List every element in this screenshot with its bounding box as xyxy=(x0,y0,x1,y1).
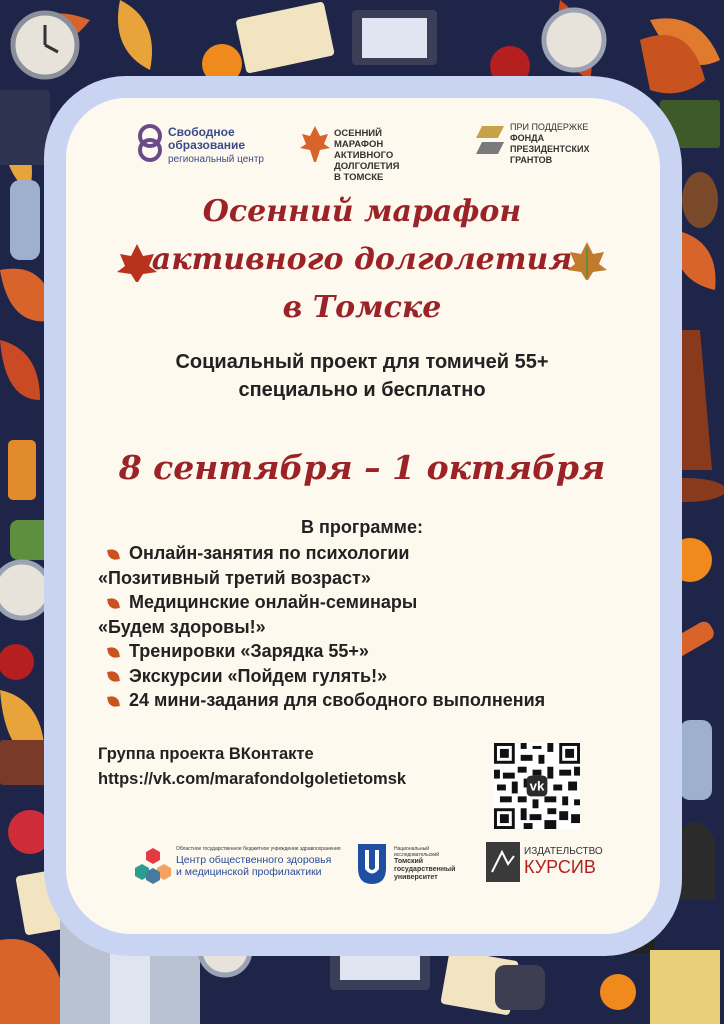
logo-left-line3: региональный центр xyxy=(168,154,264,165)
list-item xyxy=(98,566,638,591)
logo-bottom-left-line1: Центр общественного здоровья xyxy=(176,854,332,866)
logo-middle-line3: В ТОМСКЕ xyxy=(334,172,384,183)
logo-middle-line2: АКТИВНОГО ДОЛГОЛЕТИЯ xyxy=(334,150,400,172)
vk-group-label: Группа проекта ВКонтакте xyxy=(98,745,314,763)
dumbbell-icon xyxy=(8,440,36,500)
logo-kursiv-line1: ИЗДАТЕЛЬСТВО xyxy=(524,846,603,857)
maple-leaf-icon xyxy=(566,240,608,282)
event-dates: 8 сентября – 1 октября xyxy=(118,448,606,487)
logo-tsu-line3: Томский xyxy=(394,858,424,865)
pinecone-icon xyxy=(682,172,718,228)
logo-left-line1: Свободное xyxy=(168,125,235,139)
svg-text:vk: vk xyxy=(529,778,545,794)
bottle-icon xyxy=(680,720,712,800)
vk-group-link[interactable]: https://vk.com/marafondolgoletietomsk xyxy=(98,770,407,788)
logo-tsu-line4: государственный xyxy=(394,866,456,873)
vk-group-info xyxy=(98,742,406,792)
orange-icon xyxy=(202,44,242,84)
program-item-text: Онлайн-занятия по психологии xyxy=(129,543,410,563)
partner-logos-top xyxy=(0,118,724,183)
logo-middle-line1: ОСЕННИЙ МАРАФОН xyxy=(334,128,384,150)
list-item xyxy=(98,590,638,615)
maple-leaf-icon xyxy=(116,242,158,284)
tsu-logo-icon xyxy=(356,842,388,886)
program-item-text: 24 мини-задания для свободного выполнения xyxy=(129,690,546,710)
cup-icon xyxy=(10,520,55,560)
whistle-icon xyxy=(663,619,716,661)
title-line2: активного долголетия xyxy=(151,242,573,277)
glasses-icon xyxy=(595,935,655,953)
logo-left-line2: образование xyxy=(168,138,246,152)
subtitle xyxy=(70,348,654,404)
logo-tsu-line5: университет xyxy=(394,874,438,881)
health-center-logo-icon xyxy=(134,846,172,884)
subtitle-line2: специально и бесплатно xyxy=(238,379,486,401)
list-item xyxy=(98,688,638,713)
leaf-bullet-icon xyxy=(107,548,120,561)
title-line3: в Томске xyxy=(282,290,442,325)
logo-svobodnoe-obrazovanie-icon xyxy=(136,122,164,164)
logo-right-line3: ПРЕЗИДЕНТСКИХ xyxy=(510,144,590,154)
partner-logos-bottom xyxy=(0,842,724,888)
book-icon xyxy=(0,740,60,785)
subtitle-line1: Социальный проект для томичей 55+ xyxy=(175,351,549,373)
alarm-clock-icon xyxy=(0,562,50,618)
program-item-text: Медицинские онлайн-семинары xyxy=(129,592,418,612)
apple-icon xyxy=(490,46,530,86)
logo-right-line1: ПРИ ПОДДЕРЖКЕ xyxy=(510,122,589,132)
program-item-text: «Позитивный третий возраст» xyxy=(98,567,371,588)
title-line1: Осенний марафон xyxy=(202,194,522,229)
list-item xyxy=(98,664,638,689)
program-item-text: Тренировки «Зарядка 55+» xyxy=(129,641,369,661)
leaf-bullet-icon xyxy=(107,646,120,659)
logo-kursiv-line2: КУРСИВ xyxy=(524,857,596,877)
apple-icon xyxy=(0,644,34,680)
logo-bottom-left-small: Областное государственное бюджетное учреждение здравоохранения xyxy=(176,846,341,852)
map-icon xyxy=(650,950,720,1024)
alarm-clock-icon xyxy=(544,10,604,70)
list-item xyxy=(98,541,638,566)
program-item-text: Экскурсии «Пойдем гулять!» xyxy=(129,665,388,686)
program-heading: В программе: xyxy=(300,517,423,537)
statue-icon xyxy=(660,330,712,470)
orange-icon xyxy=(600,974,636,1010)
program-item-text: «Будем здоровы!» xyxy=(98,616,266,637)
kursiv-logo-icon xyxy=(486,842,520,882)
logo-tsu-line1: Национальный xyxy=(394,846,430,852)
logo-bottom-left-line2: и медицинской профилактики xyxy=(176,866,322,878)
list-item xyxy=(98,639,638,664)
cup-icon xyxy=(495,965,545,1010)
list-item xyxy=(98,615,638,640)
leaf-bullet-icon xyxy=(107,597,120,610)
logo-tsu-line2: исследовательский xyxy=(394,852,439,858)
bottle-icon xyxy=(10,180,40,260)
logo-right-line2: ФОНДА xyxy=(510,133,545,143)
program-list xyxy=(98,541,638,713)
maple-leaf-icon xyxy=(300,124,330,164)
qr-code-icon[interactable] xyxy=(494,743,580,829)
leaf-bullet-icon xyxy=(107,695,120,708)
orange-icon xyxy=(668,538,712,582)
logo-right-line4: ГРАНТОВ xyxy=(510,155,553,165)
grant-fund-logo-icon xyxy=(476,122,506,158)
leaf-bullet-icon xyxy=(107,670,120,683)
calendar-icon xyxy=(235,1,334,74)
